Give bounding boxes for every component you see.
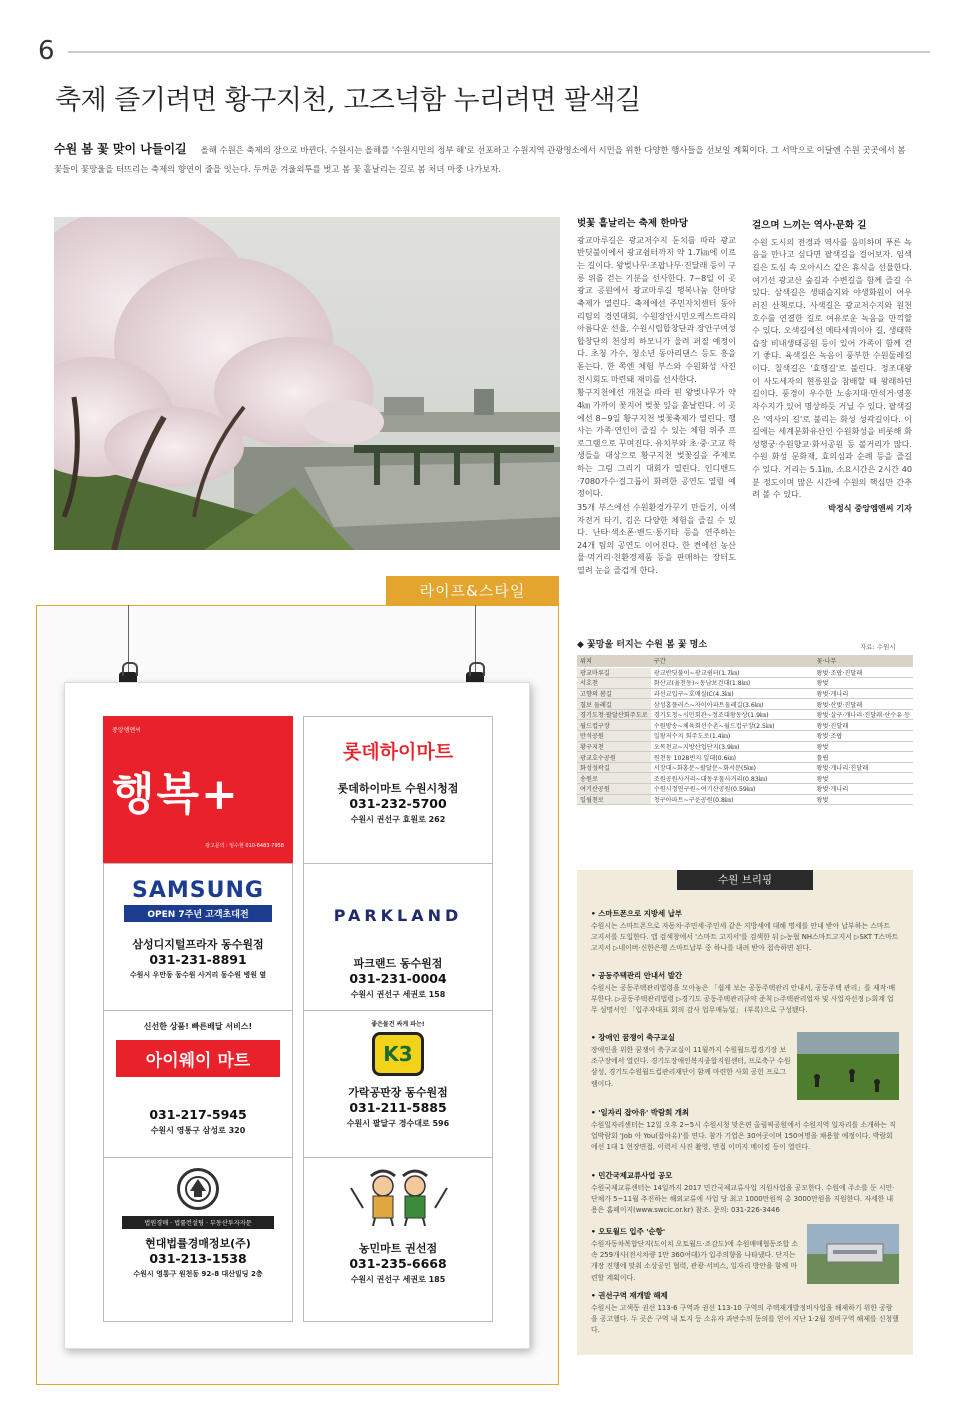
ad-samsung[interactable] — [103, 863, 293, 1028]
briefing-item-text: 수원시는 고색동 권선 113-6 구역과 권선 113-10 구역의 주택재개발정비사업을 해제하기 위한 공람을 공고했다. 두 곳은 구역 내 토지 등 소유자 과반수의 동의를 얻어 지난 1·2월 정비구역 해제를 신청했다. — [591, 1303, 899, 1335]
logo-joongang: 중앙엠앤씨 — [112, 727, 141, 734]
table-row — [577, 678, 913, 689]
table-cell: 왕벚·개나리 — [813, 688, 913, 699]
table-cell: 일월천로 — [577, 794, 651, 805]
table-cell: 왕벚·조팝 — [813, 731, 913, 742]
logo-iway-mart: 아이웨이 마트 — [116, 1040, 280, 1077]
ad-tagline: 좋은물건 싸게 파는! — [371, 1021, 425, 1028]
table-cell: 수원시정연구원~여기산공원(0.59㎞) — [651, 784, 814, 795]
briefing-item-text: 수원시는 스마트폰으로 자동차·주민세·주민세 같은 지방세에 대해 명세를 안내 받아 납부하는 스마트 고지서를 도입한다. 앱 검색창에서 '스마트 고지서'를 검색한 뒤 ▷농협 NH스마트고지서 ▷SKT T스마트고지서 ▷네이버·신한은행 스마트납부 중 하나를 내려 받아 접속하면 된다. — [591, 921, 899, 953]
article-paragraph: 35개 부스에선 수원환경가꾸기 만들기, 이색자전거 타기, 김은 다양한 체험을 즐길 수 있다. 난타·색소폰·밴드·통기타 등을 연주하는 24개 팀의 공연도 이어진다. 한 켠에선 농산물·먹거리·친환경제품 등을 판매하는 장터도 열려 눈을 즐겁게 한다. — [577, 501, 736, 576]
briefing-item — [591, 1226, 799, 1284]
intro-text: 올해 수원은 축제의 장으로 바뀐다. 수원시는 올해를 '수원시민의 정부 해'로 선포하고 수원지역 관광명소에서 시민을 위한 다양한 행사들을 선보일 계획이다. 그 서막으로 이달엔 수원 곳곳에서 봄 꽃들이 꽃망울을 터뜨리는 축제의 향연이 줄을 잇는다. 두꺼운 겨울외투를 벗고 봄 꽃 흩날리는 길로 봄 처녀 마중 나가보자. — [54, 145, 906, 175]
table-row — [577, 699, 913, 710]
ad-poster — [64, 682, 530, 1349]
store-address: 수원시 우만동 동수원 사거리 동수원 병원 옆 — [129, 971, 267, 979]
table-title: ◆ 꽃망울 터지는 수원 봄 꽃 명소 — [577, 640, 708, 650]
briefing-item-title: • 스마트폰으로 지방세 납부 — [591, 909, 682, 918]
table-row — [577, 741, 913, 752]
column-header: 구간 — [651, 655, 814, 667]
table-row — [577, 752, 913, 763]
table-cell: 서장대~화홍문~팔달문~화서문(5㎞) — [651, 762, 814, 773]
table-row — [577, 709, 913, 720]
table-cell: 경기도청~시민회관~정조대왕동상(1.9㎞) — [651, 709, 814, 720]
table-cell: 왕벚·살구·개나리·진달래·산수유 등 — [813, 709, 913, 720]
service-badge: 법원경매 · 법률컨설팅 · 부동산투자자문 — [122, 1216, 274, 1229]
ad-iway-mart[interactable] — [103, 1010, 293, 1175]
table-header-row — [577, 655, 913, 667]
logo-samsung: SAMSUNG — [132, 878, 264, 903]
store-address: 수원시 영통구 원천동 92-8 대산빌딩 2층 — [133, 1270, 263, 1278]
article-column-1 — [577, 217, 736, 578]
store-name: 농민마트 권선점 — [358, 1242, 438, 1255]
store-phone: 031-232-5700 — [349, 796, 447, 811]
table-cell: 청구아파트~구운공원(0.8㎞) — [651, 794, 814, 805]
flower-spots-table — [577, 655, 913, 805]
soccer-field-photo — [797, 1032, 899, 1100]
byline: 박정식 중앙엠앤씨 기자 — [828, 502, 912, 513]
logo-happiness-plus: 행복+ — [112, 769, 240, 820]
briefing-item — [591, 1107, 899, 1154]
table-cell: 수원방송~체육회선수촌~월드컵구장(2.5㎞) — [651, 720, 814, 731]
ad-parkland[interactable] — [303, 863, 493, 1028]
ad-hyundai-auction[interactable] — [103, 1157, 293, 1322]
logo-lotte-himart: 롯데하이마트 — [342, 741, 454, 763]
section-tab: 라이프&스타일 — [386, 576, 559, 607]
briefing-item — [591, 1290, 899, 1337]
store-name: 가락공판장 동수원점 — [348, 1086, 448, 1099]
store-address: 수원시 영통구 삼성로 320 — [150, 1126, 246, 1135]
intro-label: 수원 봄 꽃 맞이 나들이길 — [54, 142, 187, 156]
table-cell: 황구지천 — [577, 741, 651, 752]
article-column-2 — [752, 217, 912, 516]
table-cell: 여기산공원 — [577, 784, 651, 795]
table-cell: 송원로 — [577, 773, 651, 784]
table-cell: 조원공원사거리~대동우물사거리(0.83㎞) — [651, 773, 814, 784]
article-paragraph: 광교마루길은 광교저수지 둔치를 따라 광교 반딧불이에서 광교쉼터까지 약 1.7㎞에 이르는 길이다. 왕벚나무·조팝나무·진달래 등이 구릉 위를 걷는 기분을 선사한다. 7~8일 이 곳 광교 공원에서 광교마루길 행복나눔 한마당 축제가 열린다. 축제에선 주민자치센터 동아리팀의 경연대회, 수원장안시민오케스트라의 아름다운 선율, 수원시립합창단과 장안구여성합창단의 천상의 하모니가 울려 퍼질 예정이다. 초청 가수, 청소년 동아리댄스 등도 흥을 돋는다. 한 쪽엔 체험 부스와 수원화성 사진 전시회도 마련돼 재미를 선사한다. — [577, 234, 736, 384]
table-cell: 만석공원 — [577, 731, 651, 742]
page-number: 6 — [38, 36, 55, 66]
table-cell: 과선교입구~호매실IC(4.3㎞) — [651, 688, 814, 699]
store-address: 수원시 권선구 세권로 185 — [350, 1275, 446, 1284]
table-cell: 화성성곽길 — [577, 762, 651, 773]
table-cell: 왕벚·조팝·진달래 — [813, 667, 913, 678]
ad-contact: 광고문의 : 임수현 010-6483-7958 — [205, 843, 284, 849]
cherry-blossom-photo — [54, 217, 560, 550]
article-paragraph: 수원 도시의 전경과 역사를 음미하며 푸른 녹음을 만나고 싶다면 팔색길을 걸어보자. 임색길은 도심 속 오아시스 같은 휴식을 선물한다. 여기선 광교산 숲길과 수변길을 함께 즐길 수 있다. 삼색길은 생태습지와 야생화원이 어우러진 산책로다. 사색길은 광교저수지와 원천호수를 연결한 길로 여유로운 녹음을 만끽할 수 있다. 오색길에선 메타세쿼이아 길, 생태학습장 비내생태공원 등이 있어 가족이 함께 걷기 좋다. 육색길은 녹음이 풍부한 수원둘레길이다. 칠색길은 '효행길'로 불린다. 정조대왕이 사도세자의 현릉원을 참배할 때 왕래하던 길이다. 풍경이 우수한 노송지대·만석거·영흥자수지가 있어 명상하듯 거닐 수 있다. 팔색길은 '역사의 길'로 불리는 화성 성곽길이다. 이 길에는 세계문화유산인 수원화성을 비롯해 화성행궁·수원향교·화서공원 등 볼거리가 많다. 수원 화성 문화재, 효의심과 순례 등을 즐길 수 있다. 거리는 5.1㎞, 소요시간은 2시간 40분 정도이며 많은 시간에 수원의 핵심만 간추려 볼 수 있다. — [752, 236, 912, 500]
briefing-item — [591, 1170, 899, 1217]
table-cell: 왕벚·개나리·진달래 — [813, 762, 913, 773]
briefing-item-title: • 민간국제교류사업 공모 — [591, 1171, 673, 1180]
briefing-item-text: 수원일자리센터는 12일 오후 2~5시 수원시청 맞은편 올림픽공원에서 수원지역 일자리를 소개하는 직업박람회 'Job 아 You(잡아유)'를 연다. 참가 기업은 30여곳이며 150여명을 채용할 예정이다. 박람회에선 1대 1 현장면접, 이력서 사진 촬영, 면접 이미지 메이킹 등이 열린다. — [591, 1120, 896, 1152]
table-body — [577, 667, 913, 805]
briefing-item-text: 장애인을 위한 꿈쟁이 축구교실이 11월까지 수원월드컵경기장 보조구장에서 열린다. 경기도장애인복지종합지원센터, 프로축구 수원 삼성, 경기도수원월드컵관리재단이 함께 마련한 사회 공헌 프로그램이다. — [591, 1045, 791, 1088]
table-cell: 서호천 — [577, 678, 651, 689]
store-phone: 031-211-5885 — [349, 1100, 447, 1115]
table-cell: 경기도청·팔달산회주도로 — [577, 709, 651, 720]
table-cell: 원천동 1028번지 일대(0.6㎞) — [651, 752, 814, 763]
table-row — [577, 784, 913, 795]
table-row — [577, 731, 913, 742]
article-paragraph: 황구지천에선 개천을 따라 핀 왕벚나무가 약 4㎞ 가까이 꽃지어 벚꽃 잎을 흩날린다. 이 곳에선 8~9일 황구지천 벚꽃축제가 열린다. 행사는 가족·연인이 즐길 수 있는 체험 위주 프로그램으로 꾸며진다. 유치부와 초·중·고교 학생들을 대상으로 황구지천 벚꽃길을 주제로 하는 그림 그리기 대회가 열린다. 인디밴드·7080가수·걸그룹이 화려한 공연도 열릴 예정이다. — [577, 387, 736, 499]
table-cell: 왕벚 — [813, 678, 913, 689]
briefing-item-text: 수원시는 공동주택관리법령을 모아놓은 「쉽게 보는 공동주택관리 안내서, 공동주택 관리」를 제작·배부한다. ▷공동주택관리법령 ▷경기도 공동주택관리규약 준칙 ▷주택관리업자 및 사업자선정 ▷회계 업무 설명서인 「입주자대표 회의 감사 업무매뉴얼」 (부록)으로 구성됐다. — [591, 983, 896, 1015]
ad-farmers-mart[interactable] — [303, 1157, 493, 1322]
briefing-item — [591, 970, 899, 1017]
briefing-item-title: • '일자리 잡아유' 박람회 개최 — [591, 1108, 690, 1117]
briefing-item-text: 수원국제교류센터는 14일까지 2017 민간국제교류사업 지원사업을 공모한다. 수원에 주소를 둔 시민·단체가 5~11월 추진하는 해외교류에 사업 당 최고 1000만원씩 총 3000만원을 지원한다. 자세한 내용은 홈페이지(www.swcic.or.kr) 참조. 문의: 031-226-3446 — [591, 1183, 895, 1215]
table-row — [577, 794, 913, 805]
briefing-item — [591, 908, 899, 955]
briefing-item-title: • 공동주택관리 안내서 발간 — [591, 971, 682, 980]
store-address: 수원시 팔달구 경수대로 596 — [346, 1119, 450, 1128]
store-phone: 031-231-8891 — [149, 952, 247, 967]
store-phone: 031-217-5945 — [149, 1107, 247, 1122]
table-source: 자료: 수원시 — [860, 643, 896, 651]
section-title-festival: 벚꽃 흩날리는 축제 한마당 — [577, 218, 688, 229]
table-cell: 고향의 봄길 — [577, 688, 651, 699]
ad-lotte-himart[interactable] — [303, 716, 493, 881]
column-header: 위치 — [577, 655, 651, 667]
briefing-item-text: 수원자동차복합단지(도이치 오토월드·조감도)에 수원매매협동조합 소속 259개사(전시차량 1만 360여대)가 입주의향을 나타냈다. 단지는 개장 진행에 맞춰 소상공인 협력, 관광·서비스, 일자리 방안을 함께 마련할 계획이다. — [591, 1239, 799, 1282]
store-name: 현대법률경매정보(주) — [145, 1237, 251, 1250]
table-cell: 왕벚·개나리 — [813, 784, 913, 795]
briefing-item-title: • 장애인 꿈쟁이 축구교실 — [591, 1033, 675, 1042]
table-cell: 광교반딧불이~광교쉼터(1.7㎞) — [651, 667, 814, 678]
headline: 축제 즐기려면 황구지천, 고즈넉함 누리려면 팔색길 — [55, 85, 641, 116]
logo-parkland: PARKLAND — [333, 906, 463, 925]
suwon-briefing — [577, 870, 913, 1355]
table-cell: 왕벚 — [813, 773, 913, 784]
table-row — [577, 762, 913, 773]
store-name: 파크랜드 동수원점 — [353, 957, 443, 970]
farmers-mascot-icon — [304, 1168, 492, 1228]
auto-world-rendering-photo — [807, 1224, 899, 1284]
table-cell: 광교호수공원 — [577, 752, 651, 763]
table-cell: 일왕저수지 회주도로(1.4㎞) — [651, 731, 814, 742]
store-phone: 031-235-6668 — [349, 1256, 447, 1271]
table-row — [577, 773, 913, 784]
logo-k3: K3 — [372, 1032, 424, 1076]
top-rule — [68, 51, 930, 53]
intro — [54, 138, 914, 178]
table-cell: 삼성홈플러스~자이아파트둘레길(3.6㎞) — [651, 699, 814, 710]
store-phone: 031-231-0004 — [349, 971, 447, 986]
table-cell: 광교마루길 — [577, 667, 651, 678]
table-cell: 왕벚 — [813, 741, 913, 752]
table-row — [577, 720, 913, 731]
table-cell: 왕벚·진달래 — [813, 720, 913, 731]
table-cell: 튤립 — [813, 752, 913, 763]
column-header: 꽃·나무 — [813, 655, 913, 667]
ad-garak-market[interactable] — [303, 1010, 493, 1175]
store-address: 수원시 권선구 세권로 158 — [350, 990, 446, 999]
briefing-title: 수원 브리핑 — [677, 870, 813, 890]
table-row — [577, 667, 913, 678]
store-address: 수원시 권선구 효원로 262 — [350, 815, 446, 824]
ad-happiness-plus[interactable] — [103, 716, 293, 881]
table-row — [577, 688, 913, 699]
ad-tagline: 신선한 상품! 빠른배달 서비스! — [143, 1022, 253, 1031]
table-cell: 월드컵구장 — [577, 720, 651, 731]
briefing-item-title: • 오토월드 입주 '순항' — [591, 1227, 666, 1236]
table-cell: 칠보 둘레길 — [577, 699, 651, 710]
store-name: 삼성디지털프라자 동수원점 — [132, 938, 264, 951]
table-cell: 왕벚·산벚·진달래 — [813, 699, 913, 710]
store-phone: 031-213-1538 — [149, 1251, 247, 1266]
section-title-history: 걸으며 느끼는 역사·문화 길 — [752, 220, 867, 231]
store-name: 롯데하이마트 수원시청점 — [337, 782, 459, 795]
promo-badge: OPEN 7주년 고객초대전 — [124, 905, 272, 922]
logo-emblem-icon — [177, 1168, 219, 1210]
table-cell: 왕벚 — [813, 794, 913, 805]
table-cell: 화산교(율천동)~동남보건대(1.8㎞) — [651, 678, 814, 689]
briefing-item — [591, 1032, 791, 1090]
table-cell: 오목천교~지방산업단지(3.9㎞) — [651, 741, 814, 752]
briefing-item-title: • 권선구역 재개발 해제 — [591, 1291, 668, 1300]
